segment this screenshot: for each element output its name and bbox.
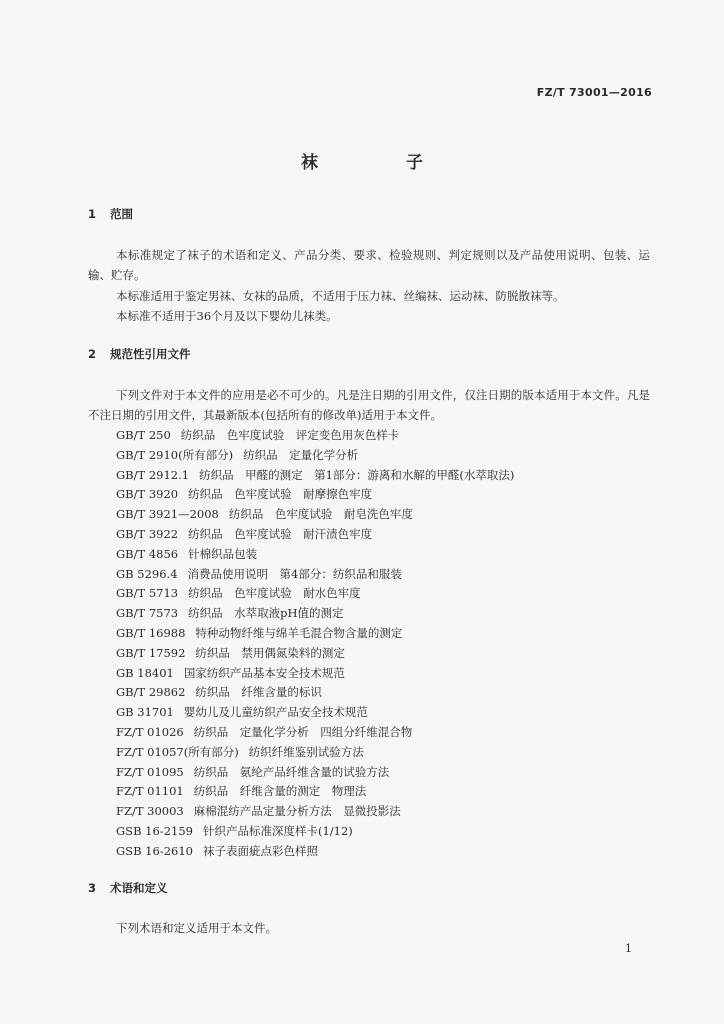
reference-code: GB/T 16988 — [116, 625, 186, 640]
reference-code: GB/T 2910(所有部分) — [116, 447, 234, 462]
reference-title: 纺织品 水萃取液pH值的测定 — [188, 606, 344, 621]
reference-title: 纺织品 甲醛的测定 第1部分：游离和水解的甲醛(水萃取法) — [199, 467, 515, 482]
reference-title: 纺织品 色牢度试验 耐皂洗色牢度 — [228, 507, 413, 522]
reference-title: 纺织纤维鉴别试验方法 — [248, 744, 364, 759]
reference-title: 国家纺织产品基本安全技术规范 — [183, 665, 345, 680]
section-1-paragraph-3: 本标准不适用于36个月及以下婴幼儿袜类。 — [116, 309, 338, 323]
section-title: 规范性引用文件 — [110, 347, 191, 361]
reference-code: GB 31701 — [116, 705, 174, 720]
section-1-heading — [88, 206, 133, 222]
reference-title: 纺织品 定量化学分析 — [243, 447, 359, 462]
normative-references-list — [116, 426, 514, 862]
reference-item — [116, 446, 514, 466]
reference-code: GSB 16-2159 — [116, 823, 193, 838]
section-1-paragraph-1: 本标准规定了袜子的术语和定义、产品分类、要求、检验规则、判定规则以及产品使用说明、包装、运输、贮存。 — [88, 248, 650, 282]
section-title: 术语和定义 — [110, 881, 168, 895]
reference-item — [116, 822, 514, 842]
reference-title: 纺织品 色牢度试验 耐摩擦色牢度 — [188, 487, 373, 502]
standard-number: FZ/T 73001—2016 — [536, 86, 652, 99]
reference-title: 纺织品 色牢度试验 耐汗渍色牢度 — [188, 526, 373, 541]
reference-code: GB/T 4856 — [116, 546, 179, 561]
reference-code: GB/T 7573 — [116, 606, 179, 621]
section-title: 范围 — [110, 207, 133, 221]
reference-title: 麻棉混纺产品定量分析方法 显微投影法 — [193, 804, 401, 819]
reference-title: 婴幼儿及儿童纺织产品安全技术规范 — [183, 705, 368, 720]
reference-title: 纺织品 色牢度试验 评定变色用灰色样卡 — [180, 428, 400, 442]
reference-item — [116, 763, 514, 783]
reference-title: 纺织品 纤维含量的标识 — [195, 685, 322, 700]
document-title: 袜子 — [301, 153, 511, 173]
reference-item — [116, 545, 514, 565]
reference-code: FZ/T 01095 — [116, 764, 184, 779]
reference-code: FZ/T 30003 — [116, 804, 184, 819]
reference-item — [116, 565, 514, 585]
reference-title: 纺织品 氨纶产品纤维含量的试验方法 — [193, 764, 390, 779]
section-number: 3 — [88, 881, 97, 895]
reference-code: GB/T 3920 — [116, 487, 179, 502]
reference-code: FZ/T 01057(所有部分) — [116, 744, 239, 759]
reference-code: GB/T 3922 — [116, 526, 179, 541]
section-number: 2 — [88, 347, 97, 361]
reference-item — [116, 683, 514, 703]
reference-title: 针织产品标准深度样卡(1/12) — [202, 823, 353, 838]
reference-item — [116, 604, 514, 624]
reference-item — [116, 723, 514, 743]
reference-item — [116, 703, 514, 723]
reference-item — [116, 624, 514, 644]
reference-item — [116, 782, 514, 802]
section-1-paragraph-2: 本标准适用于鉴定男袜、女袜的品质，不适用于压力袜、丝编袜、运动袜、防脱散袜等。 — [116, 289, 565, 303]
reference-title: 特种动物纤维与绵羊毛混合物含量的测定 — [195, 625, 403, 640]
reference-item — [116, 485, 514, 505]
reference-code: FZ/T 01026 — [116, 724, 184, 739]
reference-title: 纺织品 色牢度试验 耐水色牢度 — [188, 586, 361, 601]
reference-item — [116, 664, 514, 684]
reference-title: 针棉织品包装 — [188, 546, 258, 561]
reference-item — [116, 802, 514, 822]
reference-item — [116, 466, 514, 486]
page-number: 1 — [625, 942, 632, 955]
reference-item — [116, 644, 514, 664]
reference-title: 纺织品 纤维含量的测定 物理法 — [193, 784, 367, 799]
reference-code: GB/T 17592 — [116, 645, 186, 660]
reference-code: GB/T 250 — [116, 428, 171, 442]
reference-item — [116, 584, 514, 604]
reference-item — [116, 505, 514, 525]
section-3-heading — [88, 880, 168, 896]
reference-code: GSB 16-2610 — [116, 843, 193, 858]
reference-code: GB/T 5713 — [116, 586, 179, 601]
section-2-heading — [88, 346, 191, 362]
reference-code: GB 18401 — [116, 665, 174, 680]
reference-title: 纺织品 禁用偶氮染料的测定 — [195, 645, 345, 660]
reference-item — [116, 525, 514, 545]
section-2-paragraph-1: 下列文件对于本文件的应用是必不可少的。凡是注日期的引用文件，仅注日期的版本适用于本文件。凡是不注日期的引用文件，其最新版本(包括所有的修改单)适用于本文件。 — [88, 388, 650, 422]
section-3-paragraph-1: 下列术语和定义适用于本文件。 — [116, 921, 277, 935]
section-number: 1 — [88, 207, 97, 221]
reference-code: GB/T 29862 — [116, 685, 186, 700]
reference-code: GB/T 2912.1 — [116, 467, 190, 482]
reference-code: GB 5296.4 — [116, 566, 178, 581]
reference-item — [116, 743, 514, 763]
reference-title: 袜子表面疵点彩色样照 — [202, 843, 318, 858]
reference-title: 纺织品 定量化学分析 四组分纤维混合物 — [193, 724, 413, 739]
reference-title: 消费品使用说明 第4部分：纺织品和服装 — [187, 566, 402, 581]
reference-item — [116, 426, 514, 446]
reference-code: GB/T 3921—2008 — [116, 507, 219, 522]
reference-code: FZ/T 01101 — [116, 784, 184, 799]
reference-item — [116, 842, 514, 862]
